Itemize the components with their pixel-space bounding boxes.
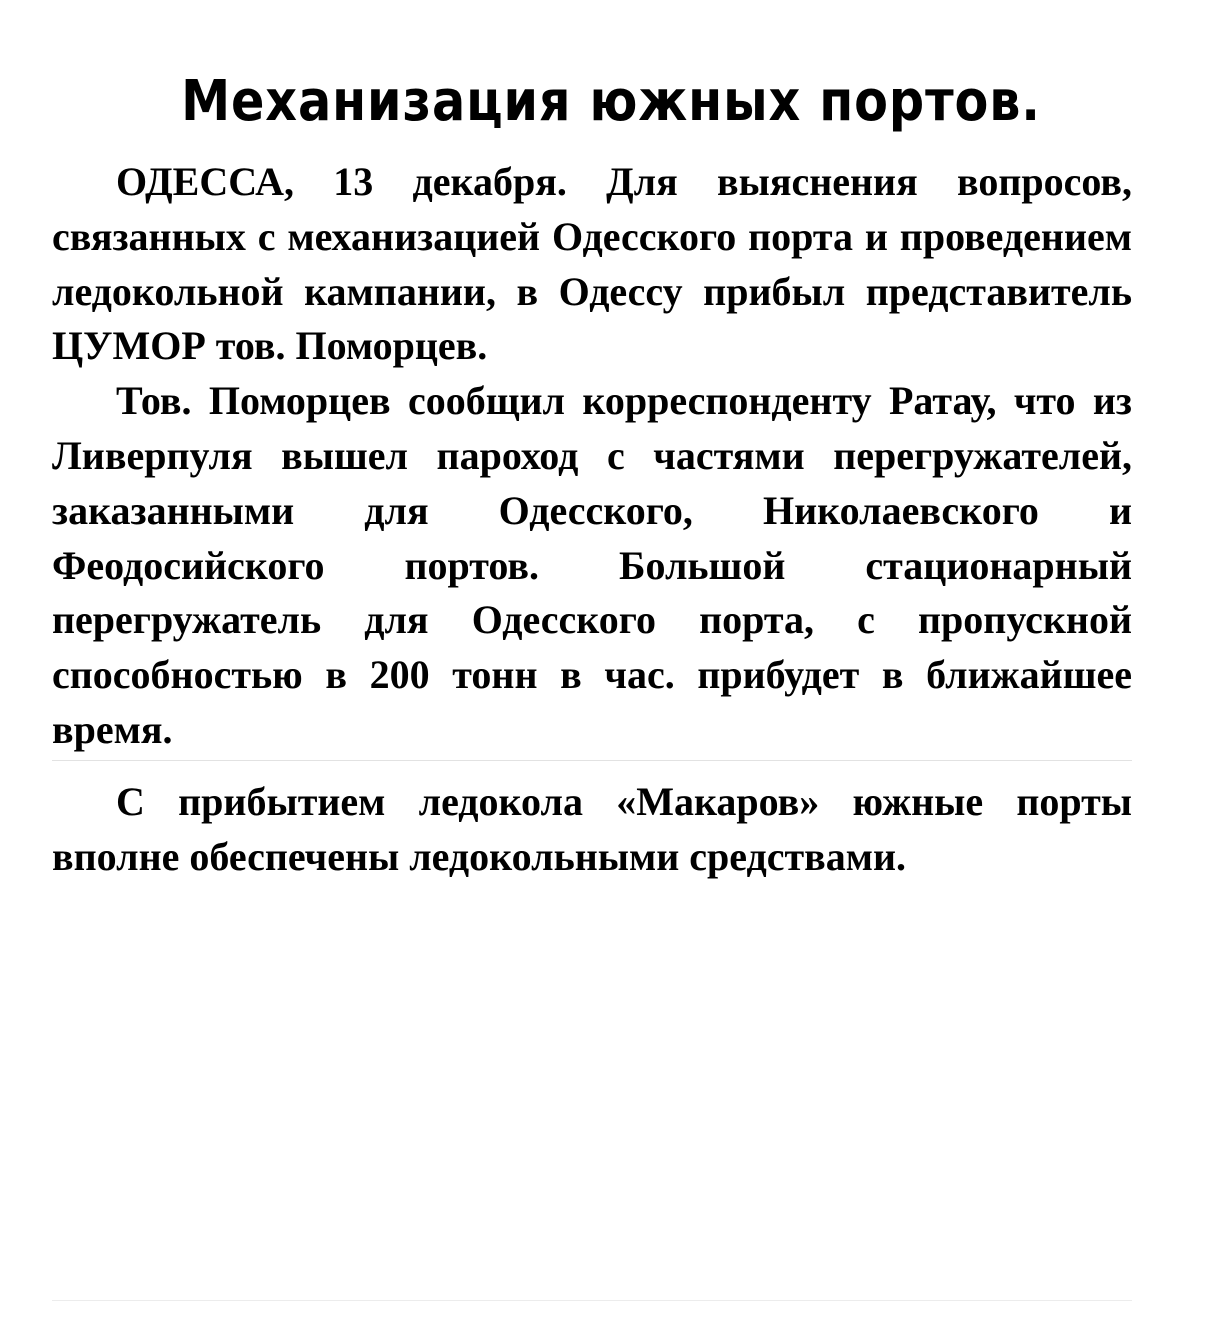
article-headline: Механизация южных портов. [181, 69, 1041, 134]
article-body [52, 155, 1132, 884]
paragraph-divider [52, 760, 1132, 761]
bottom-divider [52, 1300, 1132, 1301]
article-paragraph-2: Тов. Поморцев сообщил корреспонденту Ратау, что из Ливерпуля вышел пароход с частями перегружателей, заказанными для Одесского, Николаевского и Феодосийского портов. Большой стационарный перегружатель для Одесского порта, с пропускной способностью в 200 тонн в час. прибудет в ближайшее время. [52, 378, 1132, 752]
article-paragraph-1: ОДЕССА, 13 декабря. Для выяснения вопросов, связанных с механизацией Одесского порта и проведением ледокольной кампании, в Одессу прибыл представитель ЦУМОР тов. Поморцев. [52, 159, 1132, 369]
article-paragraph-3: С прибытием ледокола «Макаров» южные порты вполне обеспечены ледокольными средствами. [52, 778, 1132, 879]
